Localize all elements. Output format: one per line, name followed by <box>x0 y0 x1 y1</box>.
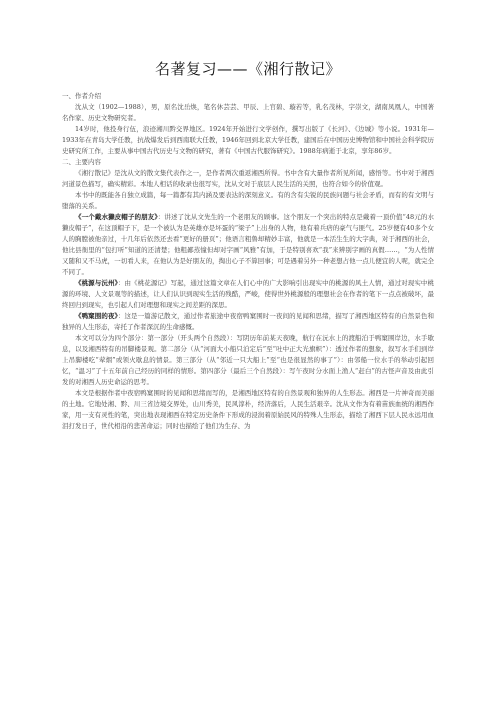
section-heading-content: 二、主要内容 <box>62 158 101 166</box>
story-title: 《桃源与沅州》 <box>75 279 118 287</box>
story-body: ：讲述了沈从文先生的一个老朋友的顾事。这个朋友一个突出的特点是戴着一顶价值“48元的水獭皮帽子”，在这顶帽子下，是一个被认为是英雄亦是坏蛋的“梁子”上出身的人物，他有着兵痞的豪气与匪气。25岁便有40多个女人的胸膛被他亲过，十几年后依然还去看“更好的册页”；他语言粗鲁却精妙丰富，他就是一本活生生的大字典，对于湘西的社会，他比县衙里的“包打听”知道的还清楚；他粗鄙蒸憧但却对字画“风雅”有加，于是特别喜欢“我”来辨别字画的真假……，“为人性情又随和又不马虎，一切看人来，在他认为是好朋友的，掏出心子不算回事；可是遇着另外一种老想占他一点儿便宜的人呢，就完全不同了。 <box>62 213 434 276</box>
paragraph: 本文是根据作者中夜宿鸭窠围时的见闻和思绪而写的，是湘西地区特有的自然景观和独异的人生形态。湘西是一片神奇而美丽的土地。它地处湘、黔、川三省边境交界处，山川秀美，民风淳朴，经济落后，人民生活艰辛。沈从文作为有着苗族血统的湘西作家，用一支有灵性的笔，突出地表现湘西在特定历史条件下形成的浸润着原始民风的特殊人生形态，描绘了湘西下层人民永远用血泪打发日子，世代相沿的悲苦命运；同时也描绘了他们为生存、为 <box>62 389 434 430</box>
story-paragraph <box>62 278 434 311</box>
story-body: ：由《桃花源记》写起，通过这篇文章在人们心中的广大影响引出现实中的桃源的风土人情，通过对现实中桃源的环境、人文景观等的描述，让人们认识到现实生活的残酷，严峻，使得世外桃源般的理想社会在作者的笔下一点点被破坏，最终回归到现实，也引起人们对理想和现实之间差距的深思。 <box>62 279 435 309</box>
paragraph: 本文可以分为四个部分：第一部分（开头两个自然段）：写阴历年前某天夜晚，航行在沅水上的渡船泊于鸭窠围岸边，水手歇息，以及湘西特有的吊脚楼景观。第二部分（从“河面大小船只泊定后”至“吐中正大光旗帜”）：透过作者的想象，叙写水手们到岸上吊脚楼吃“荤烟”或领火歇息的情景。第三部分（从“邻近一只大船上”至“也是很显然的事了”）：由邻船一位水手的举动引起回忆，“温习”了十五年前自己经历的同样的情形。第四部分（最后三个自然段）：写午夜时分水面上渔人“赶白”的古怪声音及由此引发的对湘西人历史命运的思考。 <box>62 334 434 386</box>
story-paragraph <box>62 311 434 333</box>
section-heading-author: 一、作者介绍 <box>62 92 101 100</box>
story-paragraph <box>62 212 434 278</box>
story-body: ：这是一篇游记散文，通过作者旅途中夜宿鸭窠围时一夜间的见闻和思绪，描写了湘西地区特有的自然景色和独异的人生形态，寄托了作者深沉的生命感慨。 <box>62 312 435 331</box>
paragraph: 沈从文（1902—1988），男，原名沈岳焕，笔名休芸芸、甲辰、上官碧、璇若等，乳名茂林，字崇文，湖南凤凰人，中国著名作家、历史文物研究者。 <box>62 103 434 122</box>
paragraph: 14岁时，他投身行伍，浪迹湘川黔交界地区。1924年开始进行文学创作，撰写出版了《长河》、《边城》等小说。1931年—1933年在青岛大学任教，抗战爆发后到西南联大任教，1946年回到北京大学任教，建国后在中国历史博物馆和中国社会科学院历史研究所工作，主要从事中国古代历史与文物的研究，著有《中国古代服饰研究》。1988年病逝于北京，享年86岁。 <box>62 125 434 155</box>
paragraph: 《湘行散记》是沈从文的散文集代表作之一，是作者两次重返湘西所得。书中含有大量作者所见所闻，感悟等。书中对于湘西河道景色描写，确实精彩。本地人相话的收录也很写实，沈从文对于底层人民生活的关照，也符合如今的价值观。 <box>62 169 434 188</box>
story-title: 《鸭窠围的夜》 <box>75 312 118 320</box>
story-title: 《一个戴水獭皮帽子的朋友》 <box>75 213 158 221</box>
document-title: 名著复习——《湘行散记》 <box>154 60 341 78</box>
paragraph: 本书中的既能各自独立成篇，每一篇都有其内涵及要表达的深刻意义。有的含有尖锐的民族问题与社会矛盾，而有的有文明与堕落的关系。 <box>62 191 434 210</box>
